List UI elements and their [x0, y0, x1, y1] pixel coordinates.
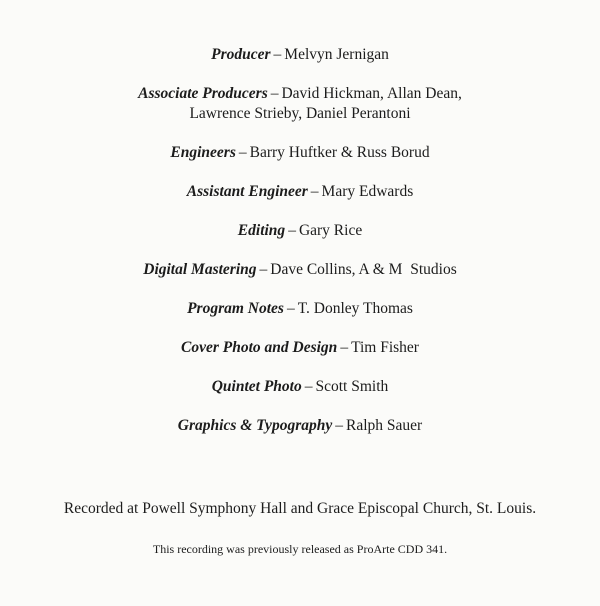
release-note: This recording was previously released as ProArte CDD 341.	[152, 542, 448, 556]
credit-names: Mary Edwards	[321, 183, 414, 200]
credit-quintet-photo	[0, 377, 600, 397]
credit-role: Assistant Engineer	[186, 183, 308, 200]
credit-separator: –	[270, 85, 279, 102]
credit-names: Barry Huftker & Russ Borud	[249, 144, 430, 161]
credit-producer	[0, 45, 600, 65]
credit-role: Quintet Photo	[211, 378, 302, 395]
credit-role: Associate Producers	[138, 85, 268, 102]
credit-graphics-typography	[0, 416, 600, 436]
credit-names: Gary Rice	[298, 222, 363, 239]
credit-engineers	[0, 143, 600, 163]
credit-names-continued: Lawrence Strieby, Daniel Perantoni	[189, 105, 411, 122]
credit-names: Dave Collins, A & M Studios	[270, 261, 457, 278]
credit-digital-mastering	[0, 260, 600, 280]
credit-names: David Hickman, Allan Dean,	[281, 85, 462, 102]
credit-names: Scott Smith	[315, 378, 389, 395]
credit-separator: –	[310, 183, 319, 200]
credits-list	[0, 45, 600, 455]
credit-role: Graphics & Typography	[177, 417, 333, 434]
credit-names: T. Donley Thomas	[297, 300, 413, 317]
credit-separator: –	[286, 300, 295, 317]
credit-role: Program Notes	[187, 300, 284, 317]
credit-cover-photo-design	[0, 338, 600, 358]
credit-role: Editing	[237, 222, 286, 239]
credit-role: Cover Photo and Design	[181, 339, 338, 356]
credit-names: Ralph Sauer	[345, 417, 423, 434]
credit-assistant-engineer	[0, 182, 600, 202]
credit-program-notes	[0, 299, 600, 319]
credit-names: Melvyn Jernigan	[284, 46, 389, 63]
credit-separator: –	[273, 46, 282, 63]
recording-location: Recorded at Powell Symphony Hall and Grace Episcopal Church, St. Louis.	[63, 500, 537, 517]
credit-editing	[0, 221, 600, 241]
credit-role: Engineers	[170, 144, 236, 161]
credit-separator: –	[340, 339, 349, 356]
credit-separator: –	[288, 222, 296, 239]
credit-role: Digital Mastering	[143, 261, 257, 278]
credit-separator: –	[335, 417, 343, 434]
credit-role: Producer	[211, 46, 271, 63]
credit-names: Tim Fisher	[351, 339, 419, 356]
credit-separator: –	[304, 378, 313, 395]
credit-associate-producers	[0, 84, 600, 124]
credit-separator: –	[238, 144, 247, 161]
credit-separator: –	[259, 261, 268, 278]
